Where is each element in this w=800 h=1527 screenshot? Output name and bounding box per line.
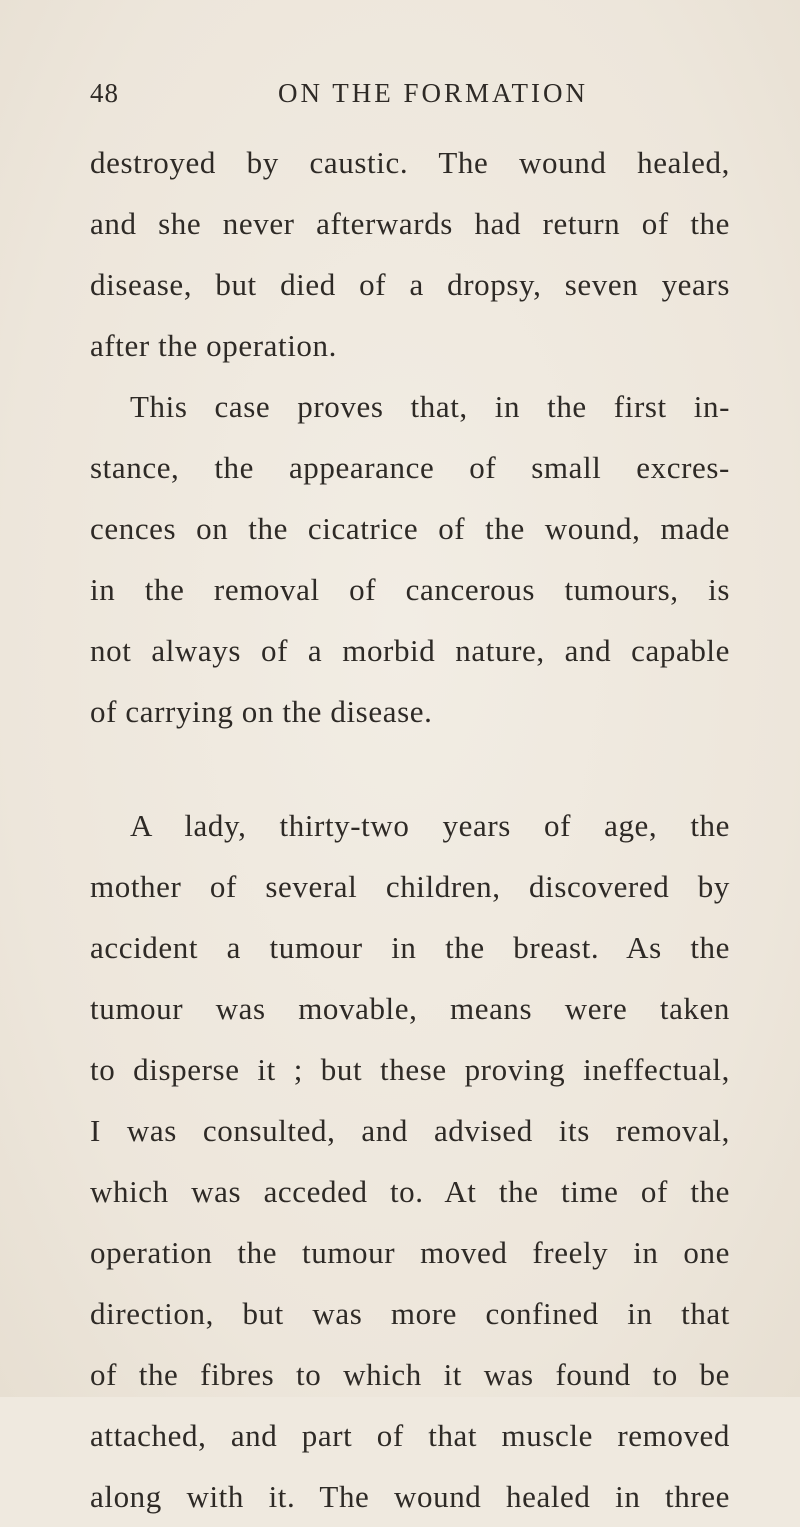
text-line: I was consulted, and advised its removal,: [90, 1113, 730, 1148]
text-line: along with it. The wound healed in three: [90, 1479, 730, 1514]
text-line: cences on the cicatrice of the wound, made: [90, 511, 730, 546]
text-line: and she never afterwards had return of the: [90, 206, 730, 241]
text-line: destroyed by caustic. The wound healed,: [90, 145, 730, 180]
text-line: accident a tumour in the breast. As the: [90, 930, 730, 965]
text-line: disease, but died of a dropsy, seven years: [90, 267, 730, 302]
body-text: [90, 132, 730, 1527]
text-line: to disperse it ; but these proving ineffectual,: [90, 1052, 730, 1087]
page-number: 48: [90, 78, 119, 108]
text-line: direction, but was more confined in that: [90, 1296, 730, 1331]
text-line: in the removal of cancerous tumours, is: [90, 572, 730, 607]
text-line: stance, the appearance of small excres-: [90, 450, 730, 485]
text-line: of carrying on the disease.: [90, 694, 433, 729]
paragraph: [90, 795, 730, 1527]
text-line: attached, and part of that muscle removed: [90, 1418, 730, 1453]
paragraph: [90, 132, 730, 376]
text-line: mother of several children, discovered by: [90, 869, 730, 904]
text-line: not always of a morbid nature, and capable: [90, 633, 730, 668]
text-line: which was acceded to. At the time of the: [90, 1174, 730, 1209]
running-title: ON THE FORMATION: [278, 78, 589, 108]
running-head: [90, 78, 730, 118]
text-line: tumour was movable, means were taken: [90, 991, 730, 1026]
paragraph-gap: [90, 742, 730, 795]
text-line: of the fibres to which it was found to be: [90, 1357, 730, 1392]
paragraph: [90, 376, 730, 742]
text-line: This case proves that, in the first in-: [130, 389, 730, 424]
text-line: A lady, thirty-two years of age, the: [130, 808, 730, 843]
text-line: after the operation.: [90, 328, 337, 363]
text-line: operation the tumour moved freely in one: [90, 1235, 730, 1270]
